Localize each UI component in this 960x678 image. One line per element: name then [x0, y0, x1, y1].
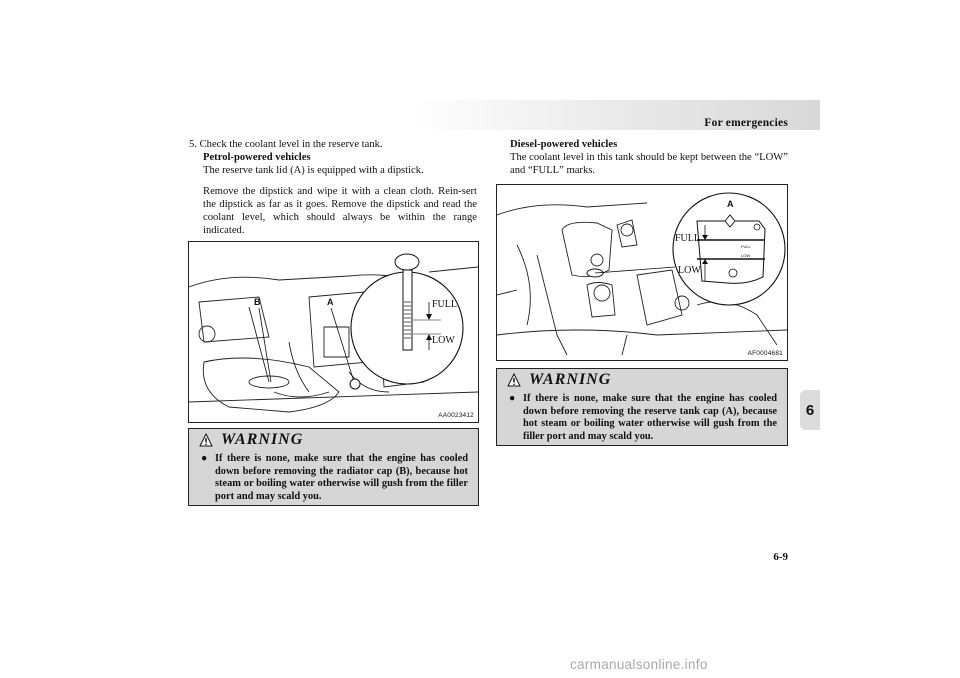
chapter-tab: 6	[800, 390, 820, 430]
petrol-engine-illustration	[188, 241, 479, 423]
diesel-para-1: The coolant level in this tank should be kept between the “LOW” and “FULL” marks.	[510, 152, 788, 176]
callout-a: A	[327, 297, 334, 307]
warning-box-radiator	[188, 428, 479, 506]
full-mark-label: FULL	[432, 299, 457, 310]
warning-text	[509, 393, 777, 443]
callout-a: A	[727, 199, 734, 209]
warning-text	[201, 453, 468, 503]
warning-header	[199, 432, 303, 448]
diesel-engine-drawing	[497, 185, 787, 360]
warning-triangle-icon	[507, 373, 521, 387]
bullet-icon: ●	[509, 393, 516, 404]
full-mark-label: FULL	[675, 233, 700, 244]
warning-body-text: If there is none, make sure that the engine has cooled down before removing the reserve tank cap (A), because hot steam or boiling water otherwise will gush from the filler port and may scald you.	[523, 393, 777, 442]
page-number: 6-9	[773, 551, 788, 563]
tank-low-mark: LOW	[741, 253, 751, 258]
bullet-icon: ●	[201, 453, 208, 464]
diesel-subhead: Diesel-powered vehicles	[510, 139, 618, 150]
petrol-subhead: Petrol-powered vehicles	[203, 152, 311, 163]
figure-code: AF0004681	[747, 350, 783, 357]
warning-title: WARNING	[529, 371, 612, 388]
right-column	[510, 138, 788, 177]
warning-title: WARNING	[221, 431, 304, 448]
page-header-title: For emergencies	[704, 117, 788, 129]
low-mark-label: LOW	[432, 335, 455, 346]
warning-body-text: If there is none, make sure that the engine has cooled down before removing the radiator cap (B), because hot steam or boiling water otherwise will gush from the filler port and may scald you.	[215, 453, 468, 502]
warning-triangle-icon	[199, 433, 213, 447]
step-5-text: 5. Check the coolant level in the reserve tank.	[189, 139, 383, 150]
figure-code: AA0023412	[438, 412, 474, 419]
tank-full-mark: FULL	[741, 244, 751, 249]
warning-box-reserve-tank	[496, 368, 788, 446]
petrol-para-1: The reserve tank lid (A) is equipped with a dipstick.	[203, 165, 424, 176]
diesel-engine-illustration	[496, 184, 788, 361]
watermark: carmanualsonline.info	[570, 657, 708, 672]
warning-header	[507, 372, 611, 388]
petrol-engine-drawing	[189, 242, 478, 422]
callout-b: B	[254, 297, 261, 307]
low-mark-label: LOW	[678, 265, 701, 276]
left-column	[189, 138, 477, 237]
petrol-para-2: Remove the dipstick and wipe it with a clean cloth. Rein-sert the dipstick as far as it goes. Remove the dipstick and read the coolant level, which should always be within the range indicated.	[203, 186, 477, 236]
